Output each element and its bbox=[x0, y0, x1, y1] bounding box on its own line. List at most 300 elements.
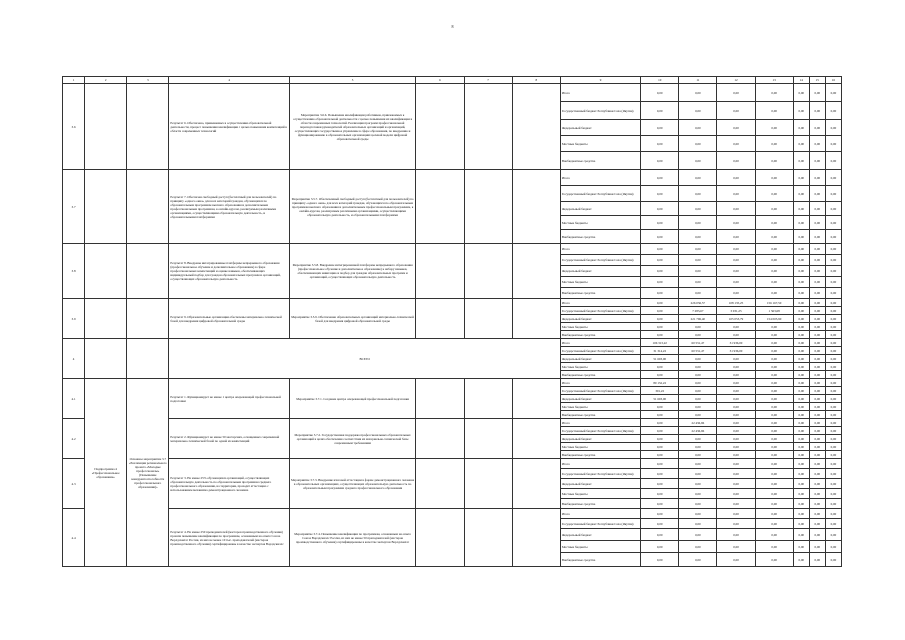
amount-cell: 0,00 bbox=[717, 427, 755, 435]
amount-cell: 0,00 bbox=[717, 244, 755, 255]
amount-cell: 0,00 bbox=[679, 216, 717, 230]
table-row bbox=[63, 170, 842, 186]
amount-cell: 0,00 bbox=[809, 216, 825, 230]
funding-source: Итого bbox=[560, 459, 640, 469]
funding-source: Внебюджетные средства bbox=[560, 230, 640, 244]
amount-cell: 0,00 bbox=[793, 102, 809, 120]
amount-cell: 0,00 bbox=[717, 519, 755, 529]
amount-cell: 0,00 bbox=[755, 451, 793, 459]
amount-cell: 0,00 bbox=[825, 266, 841, 277]
amount-cell: 0,00 bbox=[717, 323, 755, 331]
amount-cell: 0,00 bbox=[755, 411, 793, 419]
amount-cell: 0,00 bbox=[755, 170, 793, 186]
amount-cell: 0,00 bbox=[825, 541, 841, 553]
amount-cell: 0,00 bbox=[825, 136, 841, 152]
funding-source: Итого bbox=[560, 244, 640, 255]
amount-cell: 0,00 bbox=[809, 427, 825, 435]
amount-cell: 0,00 bbox=[809, 411, 825, 419]
amount-cell: 0,00 bbox=[755, 489, 793, 499]
amount-cell: 0,00 bbox=[641, 451, 679, 459]
amount-cell: 0,00 bbox=[717, 469, 755, 479]
amount-cell: 0,00 bbox=[679, 277, 717, 288]
funding-source: Федеральный бюджет bbox=[560, 479, 640, 489]
amount-cell: 0,00 bbox=[809, 230, 825, 244]
amount-cell: 60 531,47 bbox=[679, 347, 717, 355]
amount-cell: 0,00 bbox=[679, 170, 717, 186]
amount-cell: 0,00 bbox=[679, 411, 717, 419]
amount-cell: 0,00 bbox=[809, 479, 825, 489]
amount-cell: 0,00 bbox=[755, 230, 793, 244]
amount-cell: 0,00 bbox=[641, 255, 679, 266]
amount-cell: 0,00 bbox=[679, 202, 717, 216]
amount-cell: 0,00 bbox=[641, 519, 679, 529]
amount-cell: 0,00 bbox=[825, 479, 841, 489]
empty-cell bbox=[85, 299, 127, 339]
amount-cell: 0,00 bbox=[793, 395, 809, 403]
amount-cell: 0,00 bbox=[793, 509, 809, 519]
amount-cell: 0,00 bbox=[755, 519, 793, 529]
amount-cell: 0,00 bbox=[809, 244, 825, 255]
amount-cell: 22 436,96 bbox=[679, 419, 717, 427]
amount-cell: 0,00 bbox=[825, 307, 841, 315]
amount-cell: 0,00 bbox=[809, 355, 825, 363]
amount-cell: 0,00 bbox=[641, 479, 679, 489]
amount-cell: 0,00 bbox=[755, 387, 793, 395]
empty-cell bbox=[416, 379, 464, 419]
total-label: ВСЕГО bbox=[169, 339, 560, 379]
column-number: 5 bbox=[289, 77, 415, 84]
amount-cell: 0,00 bbox=[717, 509, 755, 519]
empty-cell bbox=[416, 299, 464, 339]
amount-cell: 0,00 bbox=[679, 403, 717, 411]
funding-source: Итого bbox=[560, 419, 640, 427]
column-number: 13 bbox=[755, 77, 793, 84]
amount-cell: 0,00 bbox=[641, 403, 679, 411]
amount-cell: 0,00 bbox=[755, 395, 793, 403]
amount-cell: 0,00 bbox=[793, 216, 809, 230]
funding-source: Внебюджетные средства bbox=[560, 288, 640, 299]
amount-cell: 0,00 bbox=[809, 102, 825, 120]
amount-cell: 156 167,50 bbox=[755, 299, 793, 307]
amount-cell: 0,00 bbox=[755, 363, 793, 371]
amount-cell: 0,00 bbox=[793, 529, 809, 541]
amount-cell: 0,00 bbox=[641, 541, 679, 553]
amount-cell: 154 003,90 bbox=[755, 315, 793, 323]
amount-cell: 105 053,79 bbox=[717, 315, 755, 323]
funding-source: Внебюджетные средства bbox=[560, 411, 640, 419]
funding-source: Местные бюджеты bbox=[560, 216, 640, 230]
amount-cell: 0,00 bbox=[809, 541, 825, 553]
amount-cell: 0,00 bbox=[793, 403, 809, 411]
amount-cell: 0,00 bbox=[809, 339, 825, 347]
table-row bbox=[63, 299, 842, 307]
amount-cell: 0,00 bbox=[825, 553, 841, 567]
amount-cell: 0,00 bbox=[793, 553, 809, 567]
amount-cell: 0,00 bbox=[641, 186, 679, 202]
empty-cell bbox=[512, 459, 560, 509]
event-text: Мероприятие 3.5.7. Обеспеченный свободный доступ (бесплатный для пользователей) по принципу «одного окна» для всех категорий граждан, обучающихся по образовательным программам высшего образования и дополнительным профессиональным программам, к онлайн-курсам, реализуемым различными организациями, осуществляющими образовательную деятельность, и образовательными платформами bbox=[289, 170, 415, 244]
amount-cell: 0,00 bbox=[641, 443, 679, 451]
amount-cell: 0,00 bbox=[717, 553, 755, 567]
amount-cell: 31 314,22 bbox=[641, 347, 679, 355]
amount-cell: 0,00 bbox=[641, 307, 679, 315]
amount-cell: 0,00 bbox=[825, 186, 841, 202]
amount-cell: 0,00 bbox=[755, 347, 793, 355]
amount-cell: 0,00 bbox=[825, 347, 841, 355]
amount-cell: 0,00 bbox=[809, 553, 825, 567]
amount-cell: 0,00 bbox=[809, 459, 825, 469]
amount-cell: 0,00 bbox=[825, 244, 841, 255]
column-number: 15 bbox=[809, 77, 825, 84]
amount-cell: 7 283,67 bbox=[679, 307, 717, 315]
funding-source: Итого bbox=[560, 379, 640, 387]
amount-cell: 0,00 bbox=[717, 266, 755, 277]
amount-cell: 0,00 bbox=[641, 152, 679, 170]
amount-cell: 0,00 bbox=[793, 331, 809, 339]
funding-source: Федеральный бюджет bbox=[560, 266, 640, 277]
column-number: 12 bbox=[717, 77, 755, 84]
amount-cell: 0,00 bbox=[717, 541, 755, 553]
amount-cell: 0,00 bbox=[755, 339, 793, 347]
amount-cell: 0,00 bbox=[641, 509, 679, 519]
amount-cell: 0,00 bbox=[641, 136, 679, 152]
row-number: 3.6 bbox=[63, 84, 85, 170]
amount-cell: 0,00 bbox=[755, 84, 793, 102]
amount-cell: 0,00 bbox=[793, 339, 809, 347]
amount-cell: 0,00 bbox=[793, 469, 809, 479]
amount-cell: 0,00 bbox=[793, 136, 809, 152]
amount-cell: 0,00 bbox=[755, 255, 793, 266]
empty-cell bbox=[416, 170, 464, 244]
amount-cell: 3 031,25 bbox=[717, 307, 755, 315]
empty-cell bbox=[464, 84, 512, 170]
amount-cell: 0,00 bbox=[793, 499, 809, 509]
funding-source: Федеральный бюджет bbox=[560, 120, 640, 136]
amount-cell: 0,00 bbox=[717, 371, 755, 379]
table-row bbox=[63, 419, 842, 427]
amount-cell: 0,00 bbox=[809, 435, 825, 443]
amount-cell: 0,00 bbox=[717, 479, 755, 489]
amount-cell: 0,00 bbox=[755, 479, 793, 489]
amount-cell: 0,00 bbox=[809, 529, 825, 541]
amount-cell: 0,00 bbox=[679, 509, 717, 519]
column-number: 8 bbox=[512, 77, 560, 84]
amount-cell: 0,00 bbox=[755, 541, 793, 553]
funding-source: Внебюджетные средства bbox=[560, 331, 640, 339]
amount-cell: 0,00 bbox=[717, 202, 755, 216]
empty-cell bbox=[127, 339, 169, 379]
amount-cell: 0,00 bbox=[641, 489, 679, 499]
amount-cell: 0,00 bbox=[825, 255, 841, 266]
funding-source: Итого bbox=[560, 509, 640, 519]
funding-source: Местные бюджеты bbox=[560, 403, 640, 411]
funding-source: Федеральный бюджет bbox=[560, 202, 640, 216]
amount-cell: 0,00 bbox=[641, 459, 679, 469]
column-number: 10 bbox=[641, 77, 679, 84]
table-row bbox=[63, 244, 842, 255]
funding-source: Государственный бюджет Республики Саха (Якутия) bbox=[560, 255, 640, 266]
amount-cell: 0,00 bbox=[793, 84, 809, 102]
main-event-label: Основное мероприятие 3.7 «Реализация регионального проекта «Молодые профессионалы» (Повышение конкурентоспособности профессионального образования)» bbox=[127, 379, 169, 567]
funding-source: Итого bbox=[560, 339, 640, 347]
amount-cell: 0,00 bbox=[793, 489, 809, 499]
column-number: 1 bbox=[63, 77, 85, 84]
amount-cell: 0,00 bbox=[825, 288, 841, 299]
funding-source: Федеральный бюджет bbox=[560, 395, 640, 403]
event-text: Мероприятие 3.5.9. Обеспечение образовательных организаций материально-технической базой для внедрения цифровой образовательной среды bbox=[289, 299, 415, 339]
amount-cell: 0,00 bbox=[717, 395, 755, 403]
amount-cell: 0,00 bbox=[793, 323, 809, 331]
funding-source: Итого bbox=[560, 299, 640, 307]
column-number: 2 bbox=[85, 77, 127, 84]
amount-cell: 0,00 bbox=[755, 266, 793, 277]
amount-cell: 0,00 bbox=[641, 202, 679, 216]
amount-cell: 0,00 bbox=[809, 315, 825, 323]
funding-source: Итого bbox=[560, 170, 640, 186]
amount-cell: 0,00 bbox=[825, 299, 841, 307]
amount-cell: 0,00 bbox=[641, 363, 679, 371]
row-number: 3.9 bbox=[63, 299, 85, 339]
amount-cell: 0,00 bbox=[641, 102, 679, 120]
amount-cell: 0,00 bbox=[717, 288, 755, 299]
amount-cell: 0,00 bbox=[793, 244, 809, 255]
amount-cell: 0,00 bbox=[717, 170, 755, 186]
amount-cell: 0,00 bbox=[679, 469, 717, 479]
row-number: 4 bbox=[63, 339, 85, 379]
amount-cell: 0,00 bbox=[793, 451, 809, 459]
amount-cell: 106 313,22 bbox=[641, 339, 679, 347]
amount-cell: 0,00 bbox=[717, 443, 755, 451]
amount-cell: 0,00 bbox=[679, 519, 717, 529]
funding-source: Местные бюджеты bbox=[560, 489, 640, 499]
funding-source: Государственный бюджет Республики Саха (Якутия) bbox=[560, 186, 640, 202]
amount-cell: 0,00 bbox=[825, 509, 841, 519]
empty-cell bbox=[464, 170, 512, 244]
empty-cell bbox=[464, 379, 512, 419]
amount-cell: 0,00 bbox=[717, 411, 755, 419]
empty-cell bbox=[464, 459, 512, 509]
amount-cell: 0,00 bbox=[679, 479, 717, 489]
funding-source: Местные бюджеты bbox=[560, 323, 640, 331]
amount-cell: 0,00 bbox=[809, 371, 825, 379]
empty-cell bbox=[416, 419, 464, 459]
amount-cell: 0,00 bbox=[809, 469, 825, 479]
amount-cell: 0,00 bbox=[717, 102, 755, 120]
amount-cell: 0,00 bbox=[809, 277, 825, 288]
amount-cell: 0,00 bbox=[717, 489, 755, 499]
amount-cell: 0,00 bbox=[825, 443, 841, 451]
amount-cell: 0,00 bbox=[717, 84, 755, 102]
table-row bbox=[63, 509, 842, 519]
amount-cell: 0,00 bbox=[825, 102, 841, 120]
amount-cell: 0,00 bbox=[679, 489, 717, 499]
empty-cell bbox=[464, 509, 512, 567]
amount-cell: 0,00 bbox=[809, 307, 825, 315]
amount-cell: 0,00 bbox=[717, 355, 755, 363]
amount-cell: 0,00 bbox=[755, 371, 793, 379]
amount-cell: 0,00 bbox=[809, 202, 825, 216]
amount-cell: 0,00 bbox=[641, 170, 679, 186]
amount-cell: 0,00 bbox=[679, 102, 717, 120]
amount-cell: 108 135,25 bbox=[717, 299, 755, 307]
empty-cell bbox=[127, 170, 169, 244]
amount-cell: 0,00 bbox=[679, 230, 717, 244]
amount-cell: 0,00 bbox=[717, 459, 755, 469]
amount-cell: 0,00 bbox=[793, 186, 809, 202]
amount-cell: 0,00 bbox=[825, 371, 841, 379]
row-number: 4.1 bbox=[63, 379, 85, 419]
amount-cell: 0,00 bbox=[755, 379, 793, 387]
amount-cell: 0,00 bbox=[809, 152, 825, 170]
funding-source: Внебюджетные средства bbox=[560, 499, 640, 509]
amount-cell: 0,00 bbox=[793, 387, 809, 395]
funding-source: Местные бюджеты bbox=[560, 136, 640, 152]
amount-cell: 0,00 bbox=[679, 435, 717, 443]
event-text: Мероприятие 3.7.3. Внедрение итоговой аттестации в форме демонстрационного экзамена в образовательных организациях, осуществляющих образовательную деятельность по образовательным программам среднего профессионального образования bbox=[289, 459, 415, 509]
amount-cell: 0,00 bbox=[755, 186, 793, 202]
amount-cell: 0,00 bbox=[641, 411, 679, 419]
amount-cell: 0,00 bbox=[793, 355, 809, 363]
amount-cell: 0,00 bbox=[825, 469, 841, 479]
amount-cell: 0,00 bbox=[755, 435, 793, 443]
amount-cell: 0,00 bbox=[717, 529, 755, 541]
amount-cell: 0,00 bbox=[809, 379, 825, 387]
amount-cell: 0,00 bbox=[717, 136, 755, 152]
amount-cell: 0,00 bbox=[793, 266, 809, 277]
empty-cell bbox=[512, 419, 560, 459]
amount-cell: 0,00 bbox=[755, 277, 793, 288]
table-row bbox=[63, 339, 842, 347]
amount-cell: 0,00 bbox=[793, 427, 809, 435]
result-text: Результат 7. Обеспечен свободный доступ (бесплатный для пользователей) по принципу «одного окна» для всех категорий граждан, обучающихся по образовательным программам высшего образования и дополнительным профессиональным программам, к онлайн-курсам, реализуемым различными организациями, осуществляющими образовательную деятельность, и образовательными платформами bbox=[169, 170, 289, 244]
amount-cell: 0,00 bbox=[755, 202, 793, 216]
amount-cell: 1 563,68 bbox=[755, 307, 793, 315]
amount-cell: 0,00 bbox=[641, 435, 679, 443]
header-row bbox=[63, 77, 842, 84]
amount-cell: 0,00 bbox=[809, 443, 825, 451]
amount-cell: 51 603,00 bbox=[641, 395, 679, 403]
subprogram-label: Подпрограмма 4 «Профессиональное образование» bbox=[85, 379, 127, 567]
amount-cell: 0,00 bbox=[793, 230, 809, 244]
amount-cell: 0,00 bbox=[825, 395, 841, 403]
amount-cell: 301,22 bbox=[641, 387, 679, 395]
row-number: 3.7 bbox=[63, 170, 85, 244]
amount-cell: 0,00 bbox=[679, 451, 717, 459]
amount-cell: 0,00 bbox=[825, 315, 841, 323]
column-number: 9 bbox=[560, 77, 640, 84]
empty-cell bbox=[85, 339, 127, 379]
amount-cell: 0,00 bbox=[679, 355, 717, 363]
amount-cell: 0,00 bbox=[809, 499, 825, 509]
amount-cell: 0,00 bbox=[825, 120, 841, 136]
amount-cell: 0,00 bbox=[825, 230, 841, 244]
amount-cell: 0,00 bbox=[809, 323, 825, 331]
row-number: 3.8 bbox=[63, 244, 85, 299]
amount-cell: 0,00 bbox=[825, 363, 841, 371]
amount-cell: 0,00 bbox=[809, 84, 825, 102]
amount-cell: 0,00 bbox=[755, 499, 793, 509]
amount-cell: 0,00 bbox=[793, 371, 809, 379]
column-number: 3 bbox=[127, 77, 169, 84]
amount-cell: 0,00 bbox=[717, 255, 755, 266]
amount-cell: 0,00 bbox=[793, 299, 809, 307]
funding-source: Внебюджетные средства bbox=[560, 553, 640, 567]
amount-cell: 0,00 bbox=[755, 216, 793, 230]
amount-cell: 0,00 bbox=[717, 451, 755, 459]
amount-cell: 0,00 bbox=[825, 170, 841, 186]
amount-cell: 0,00 bbox=[825, 323, 841, 331]
amount-cell: 0,00 bbox=[755, 529, 793, 541]
funding-source: Итого bbox=[560, 84, 640, 102]
amount-cell: 31 936,00 bbox=[717, 339, 755, 347]
amount-cell: 0,00 bbox=[793, 277, 809, 288]
budget-table bbox=[62, 76, 842, 567]
empty-cell bbox=[127, 244, 169, 299]
amount-cell: 0,00 bbox=[793, 541, 809, 553]
empty-cell bbox=[464, 299, 512, 339]
amount-cell: 0,00 bbox=[793, 411, 809, 419]
amount-cell: 0,00 bbox=[793, 120, 809, 136]
amount-cell: 0,00 bbox=[755, 136, 793, 152]
amount-cell: 0,00 bbox=[825, 489, 841, 499]
amount-cell: 0,00 bbox=[679, 244, 717, 255]
amount-cell: 0,00 bbox=[825, 435, 841, 443]
amount-cell: 0,00 bbox=[679, 443, 717, 451]
amount-cell: 80 132,22 bbox=[641, 379, 679, 387]
empty-cell bbox=[512, 379, 560, 419]
amount-cell: 0,00 bbox=[679, 529, 717, 541]
result-text: Результат 9. Образовательные организации обеспечены материально-технической базой для внедрения цифровой образовательной среды bbox=[169, 299, 289, 339]
amount-cell: 0,00 bbox=[755, 288, 793, 299]
amount-cell: 0,00 bbox=[793, 435, 809, 443]
amount-cell: 0,00 bbox=[809, 288, 825, 299]
amount-cell: 0,00 bbox=[717, 230, 755, 244]
amount-cell: 0,00 bbox=[825, 451, 841, 459]
amount-cell: 0,00 bbox=[809, 395, 825, 403]
amount-cell: 0,00 bbox=[679, 255, 717, 266]
amount-cell: 0,00 bbox=[809, 509, 825, 519]
empty-cell bbox=[464, 419, 512, 459]
amount-cell: 0,00 bbox=[755, 427, 793, 435]
funding-source: Внебюджетные средства bbox=[560, 371, 640, 379]
amount-cell: 0,00 bbox=[809, 136, 825, 152]
amount-cell: 0,00 bbox=[641, 315, 679, 323]
amount-cell: 0,00 bbox=[825, 331, 841, 339]
amount-cell: 0,00 bbox=[641, 299, 679, 307]
amount-cell: 0,00 bbox=[641, 277, 679, 288]
amount-cell: 0,00 bbox=[679, 387, 717, 395]
amount-cell: 0,00 bbox=[679, 84, 717, 102]
amount-cell: 0,00 bbox=[809, 170, 825, 186]
table-row bbox=[63, 379, 842, 387]
event-text: Мероприятие 3.7.2. Государственная поддержка профессиональных образовательных организаций в целях обеспечения соответствия их материально-технической базы современным требованиям bbox=[289, 419, 415, 459]
amount-cell: 0,00 bbox=[825, 202, 841, 216]
amount-cell: 0,00 bbox=[755, 419, 793, 427]
amount-cell: 0,00 bbox=[825, 419, 841, 427]
amount-cell: 0,00 bbox=[641, 288, 679, 299]
amount-cell: 226 036,57 bbox=[679, 299, 717, 307]
amount-cell: 0,00 bbox=[717, 419, 755, 427]
amount-cell: 0,00 bbox=[825, 427, 841, 435]
amount-cell: 0,00 bbox=[809, 266, 825, 277]
amount-cell: 0,00 bbox=[793, 202, 809, 216]
row-number: 4.2 bbox=[63, 419, 85, 459]
amount-cell: 0,00 bbox=[679, 120, 717, 136]
amount-cell: 0,00 bbox=[717, 403, 755, 411]
amount-cell: 0,00 bbox=[679, 395, 717, 403]
amount-cell: 0,00 bbox=[717, 435, 755, 443]
amount-cell: 0,00 bbox=[825, 277, 841, 288]
